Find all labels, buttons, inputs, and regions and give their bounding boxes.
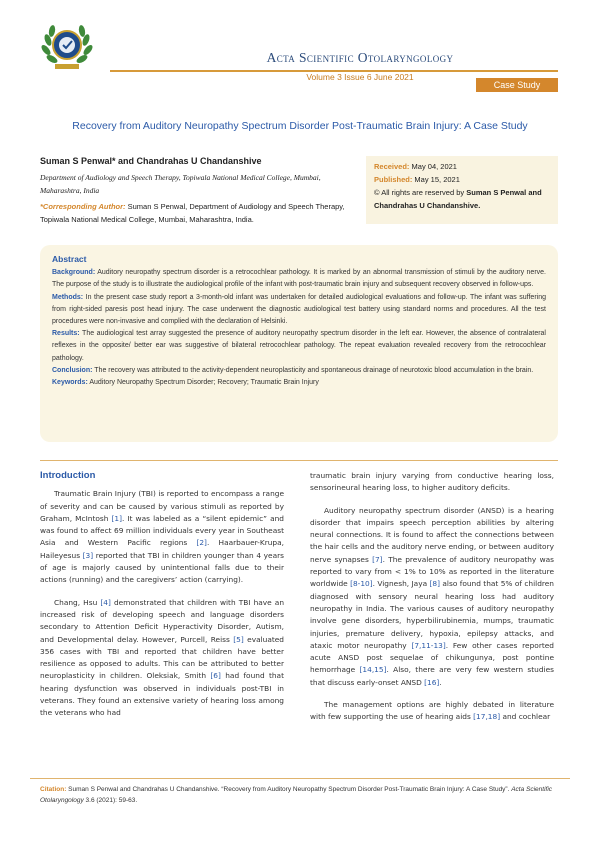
citation-link[interactable]: [6] <box>210 671 221 681</box>
journal-logo <box>36 14 98 76</box>
methods-label: Methods: <box>52 293 84 301</box>
citation-link[interactable]: [1] <box>111 513 122 523</box>
citation-link[interactable]: [7,11-13] <box>411 640 446 650</box>
results-text: The audiological test array suggested the presence of auditory neuropathy spectrum disorder in the left ear. However, the absence of contralateral reflexes in the opposite/ better ear was suggestive of bilateral retrocochlear pathology. The repeat evaluation revealed recovery from the retrocochlear pathology. <box>52 330 546 362</box>
paragraph-3: traumatic brain injury varying from conductive hearing loss, sensorineural hearing loss, to higher auditory deficits. <box>310 471 554 493</box>
text: evaluated 356 cases with TBI and reported that children have better resilience as opposed to adults. This can be attributed to better neuroplasticity in children. Oleksiak, Smith <box>40 634 284 681</box>
citation-tail: 3.6 (2021): 59-63. <box>83 797 138 804</box>
footer-divider <box>30 778 570 779</box>
journal-title: Acta Scientific Otolaryngology <box>266 50 454 65</box>
text: . It was labeled as a “silent epidemic” and was found to affect 69 million individuals every year in Southeast Asia and Western Pacific regions <box>40 513 284 548</box>
background-label: Background: <box>52 269 96 277</box>
citation-link[interactable]: [7] <box>372 554 383 564</box>
citation-link[interactable]: [8-10] <box>350 579 373 589</box>
citation-label: Citation: <box>40 786 67 793</box>
text: had found that hearing dysfunction was observed in individuals post-TBI in veterans. They found an extensive variety of hearing loss among the veterans who had <box>40 671 284 718</box>
left-column <box>40 470 284 730</box>
citation-link[interactable]: [3] <box>82 550 94 560</box>
citation-link[interactable]: [14,15] <box>359 665 387 675</box>
section-divider <box>40 460 558 461</box>
received-label: Received: <box>374 162 410 171</box>
paragraph-4 <box>310 505 554 689</box>
published-date: May 15, 2021 <box>412 175 460 184</box>
article-title: Recovery from Auditory Neuropathy Spectrum Disorder Post-Traumatic Brain Injury: A Case Study <box>72 120 528 132</box>
abstract-keywords <box>52 377 546 389</box>
citation-link[interactable]: [5] <box>233 634 244 644</box>
keywords-text: Auditory Neuropathy Spectrum Disorder; Recovery; Traumatic Brain Injury <box>87 379 319 387</box>
text: . Haarbauer-Krupa, Haileyesus <box>40 538 284 560</box>
text: demonstrated that children with TBI have an increased risk of developing speech and language disorders secondary to Attention Deficit Hyperactivity Disorder, Autism, and Developmental delay. However, Purcell, Reiss <box>40 597 285 644</box>
keywords-label: Keywords: <box>52 379 88 387</box>
citation-footer <box>40 784 558 806</box>
citation-link[interactable]: [17,18] <box>473 712 501 722</box>
authors: Suman S Penwal* and Chandrahas U Chandanshive <box>40 156 262 166</box>
text: . Vignesh, Jaya <box>372 579 430 589</box>
text: Chang, Hsu <box>54 597 101 607</box>
rights-text: © All rights are reserved by <box>374 188 467 197</box>
text: . <box>439 677 442 687</box>
text: . Also, there are very few western studies that discuss early-onset ANSD <box>310 665 554 687</box>
conclusion-label: Conclusion: <box>52 366 93 374</box>
conclusion-text: The recovery was attributed to the activity-dependent neuroplasticity and spontaneous drainage of neurotoxic blood accumulation in the brain. <box>92 366 534 374</box>
volume-info: Volume 3 Issue 6 June 2021 <box>306 72 414 82</box>
text: Traumatic Brain Injury (TBI) is reported to encompass a range of severity and can be caused by various stimuli as reported by Graham, McIntosh <box>40 489 284 523</box>
citation-text: Suman S Penwal and Chandrahas U Chandanshive. “Recovery from Auditory Neuropathy Spectrum Disorder Post-Traumatic Brain Injury: A Case Study”. <box>66 786 512 793</box>
results-label: Results: <box>52 330 80 338</box>
abstract-conclusion <box>52 365 546 377</box>
article-type-badge: Case Study <box>476 78 558 92</box>
text: also found that 5% of children diagnosed with sensory neural hearing loss had auditory neuropathy in India. The various causes of auditory neuropathy involve gene disorders, hyperbilirubinemia, mumps, traumatic injuries, premature delivery, hypoxia, epilepsy attacks, and ataxic motor neuropathy <box>310 579 554 650</box>
affiliation: Department of Audiology and Speech Therapy, Topiwala National Medical College, Mumbai, Maharashtra, India <box>40 173 321 195</box>
introduction-heading: Introduction <box>40 470 96 481</box>
text: . The prevalence of auditory neuropathy was reported to vary from < 1% to 10% as reported in the literature worldwide <box>310 554 554 589</box>
paragraph-1 <box>40 488 284 586</box>
abstract-methods <box>52 292 546 329</box>
paragraph-5 <box>310 699 554 724</box>
corresponding-author <box>40 200 360 226</box>
abstract-box <box>40 245 558 442</box>
corresponding-label: *Corresponding Author: <box>40 202 126 211</box>
text: reported that TBI in children younger than 4 years of age is majorly caused by unintentional falls due to their actions (running) and the caregivers’ action (carrying). <box>40 550 284 585</box>
published-label: Published: <box>374 175 413 184</box>
paragraph-2 <box>40 597 284 720</box>
text: . Few other cases reported acute ANSD post sequelae of chikungunya, post pontine hemorrhage <box>310 640 554 675</box>
abstract-results <box>52 328 546 365</box>
corresponding-text: Suman S Penwal, Department of Audiology and Speech Therapy, Topiwala National Medical College, Mumbai, Maharashtra, India. <box>40 202 345 224</box>
right-column <box>310 470 554 734</box>
citation-link[interactable]: [4] <box>100 597 111 607</box>
citation-journal: Acta Scientific Otolaryngology <box>40 786 553 804</box>
rights-holders: Suman S Penwal and Chandrahas U Chandanshive. <box>374 188 542 210</box>
abstract-heading: Abstract <box>52 254 87 264</box>
abstract-background <box>52 267 546 291</box>
citation-link[interactable]: [16] <box>424 677 440 687</box>
text: Auditory neuropathy spectrum disorder (ANSD) is a hearing disorder that impairs speech perception abilities by altering neural connections. It is found to affect the connections between the hair cells and the auditory nerve ending, or between auditory nerve synapses <box>310 505 554 564</box>
methods-text: In the present case study report a 3-month-old infant was undertaken for detailed audiological evaluations and follow-up. The infant was suffering from right-sided paresis post head injury. The case underwent the diagnostic audiological test battery using standard norms and procedures. All the test procedures were non-invasive and complied with the declaration of Helsinki. <box>52 293 546 326</box>
dates-box <box>366 156 558 224</box>
citation-link[interactable]: [8] <box>429 579 440 589</box>
background-text: Auditory neuropathy spectrum disorder is a retrocochlear pathology. It is marked by an abnormal transmission of stimuli by the auditory nerve. The purpose of the study is to illustrate the audiological profile of the infant with post-traumatic brain injury and subsequent recovery observed in follow-ups. <box>52 269 546 289</box>
received-date: May 04, 2021 <box>409 162 457 171</box>
text: and cochlear <box>500 712 551 722</box>
citation-link[interactable]: [2] <box>196 538 207 548</box>
text: The management options are highly debated in literature with few supporting the use of hearing aids <box>310 700 554 722</box>
